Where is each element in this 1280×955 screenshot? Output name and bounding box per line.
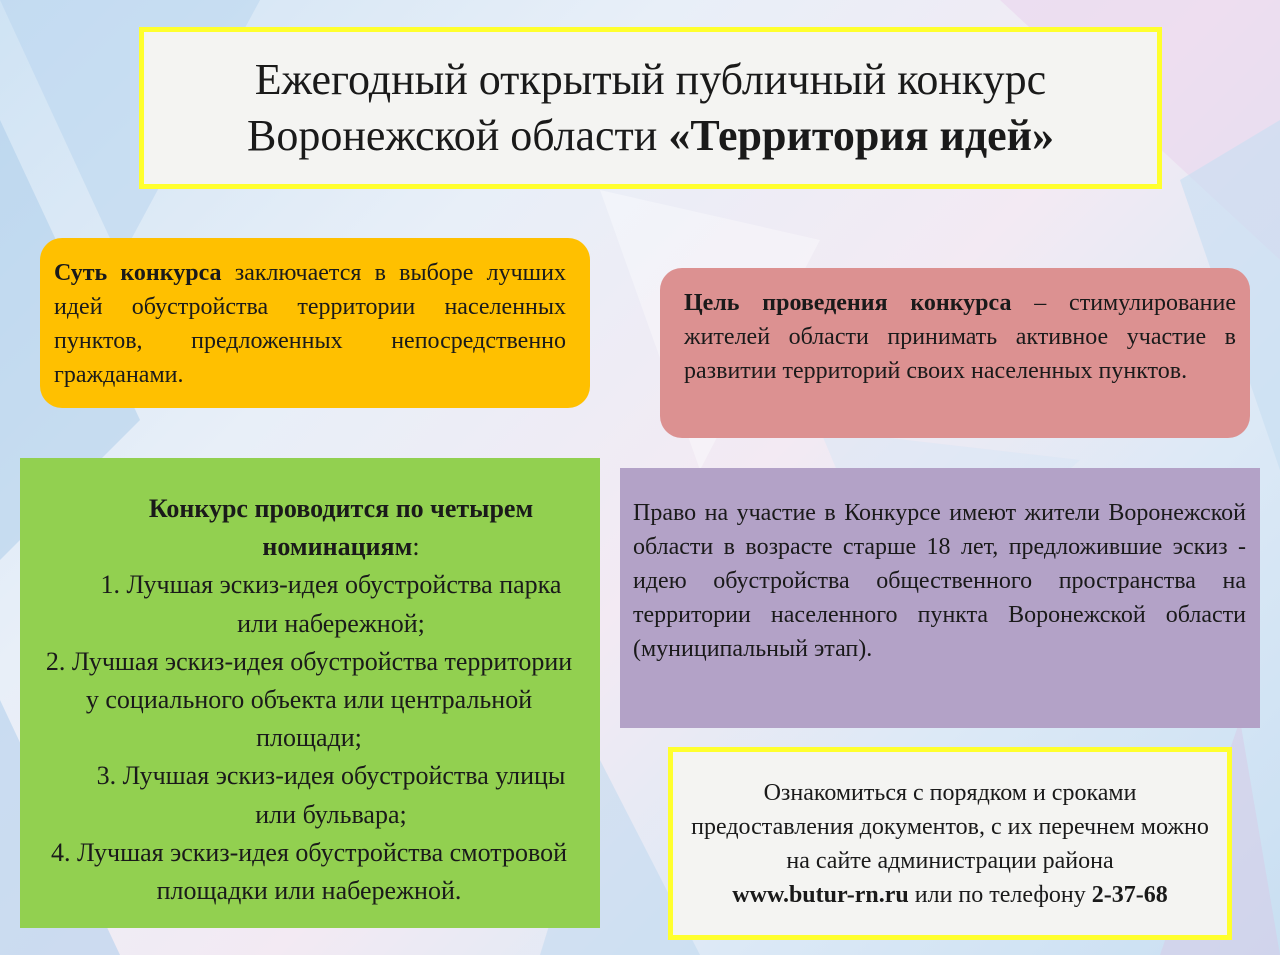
phone-number: 2-37-68	[1091, 881, 1168, 908]
nominations-heading	[38, 490, 574, 566]
info-notice-box	[668, 747, 1232, 940]
nomination-item: 4. Лучшая эскиз-идея обустройства смотровой площадки или набережной.	[51, 837, 567, 906]
contest-essence-box	[40, 238, 590, 408]
title-box	[139, 27, 1162, 189]
essence-label: Суть конкурса	[54, 260, 222, 286]
notice-contacts	[732, 878, 1167, 912]
goal-text: – стимулирование жителей области принимать активное участие в развитии территорий своих населенных пунктов.	[684, 290, 1236, 384]
eligibility-text: Право на участие в Конкурсе имеют жители Воронежской области в возрасте старше 18 лет, предложившие эскиз - идею обустройства общественного пространства на территории населенного пункта Воронежской области (муниципальный этап).	[633, 500, 1246, 662]
title-contest-name: «Территория идей»	[668, 111, 1054, 160]
notice-middle: или по телефону	[908, 881, 1092, 908]
notice-text: Ознакомиться с порядком и сроками предоставления документов, с их перечнем можно на сайте администрации района	[691, 779, 1209, 874]
goal-label: Цель проведения конкурса	[684, 290, 1012, 316]
essence-text: заключается в выборе лучших идей обустройства территории населенных пунктов, предложенных непосредственно гражданами.	[54, 260, 567, 388]
title-line-2	[247, 108, 1054, 164]
nomination-item: 3. Лучшая эскиз-идея обустройства улицы или бульвара;	[96, 761, 566, 829]
nominations-box	[20, 458, 600, 928]
title-region: Воронежской области	[247, 111, 669, 160]
nomination-item: 1. Лучшая эскиз-идея обустройства парка или набережной;	[100, 570, 562, 638]
nomination-item: 2. Лучшая эскиз-идея обустройства территории у социального объекта или центральной площади;	[45, 646, 573, 753]
nominations-heading-suffix: :	[412, 532, 420, 562]
eligibility-box	[620, 468, 1260, 728]
nominations-heading-bold: Конкурс проводится по четырем номинациям	[148, 494, 534, 562]
contest-goal-box	[660, 268, 1250, 438]
title-line-1: Ежегодный открытый публичный конкурс	[254, 55, 1047, 104]
website-link[interactable]: www.butur-rn.ru	[732, 881, 909, 908]
